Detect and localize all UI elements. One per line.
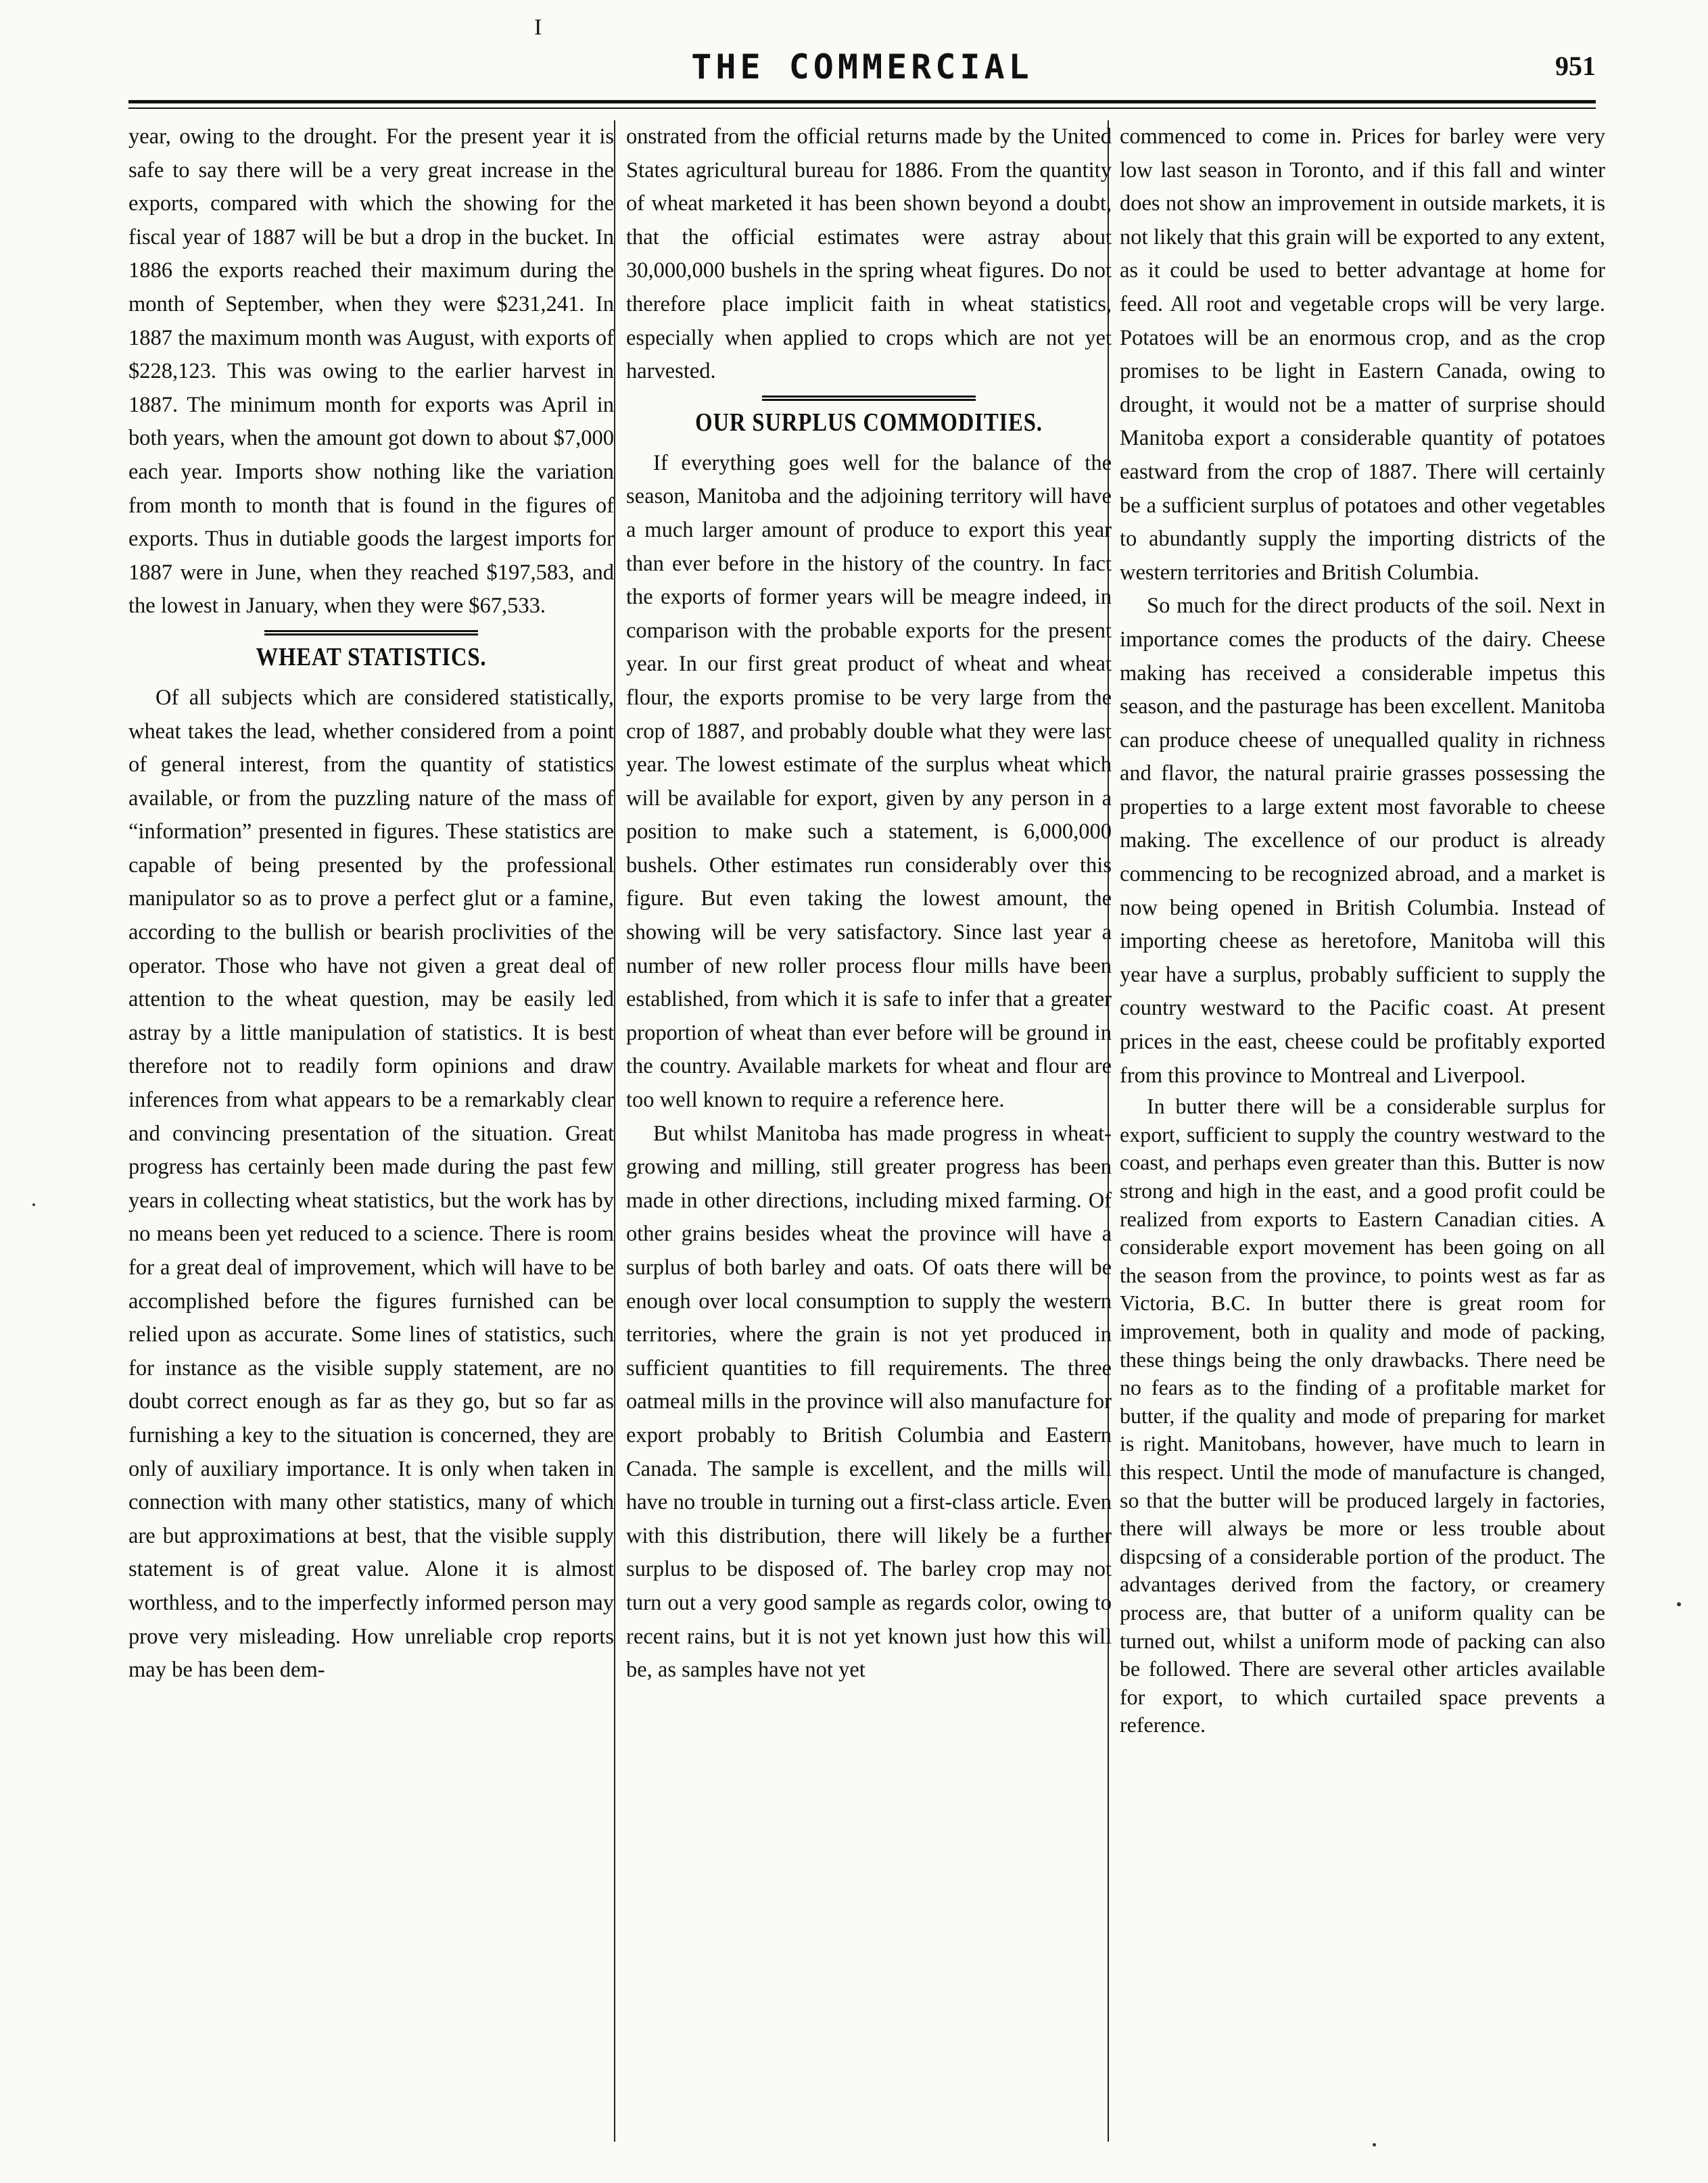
heading-rule (264, 630, 478, 632)
page-header (128, 47, 1596, 95)
section-heading-block (626, 395, 1112, 441)
heading-rule (762, 395, 976, 398)
dense-text-block (1120, 1093, 1605, 1740)
article-paragraph: But whilst Manitoba has made progress in wheat-growing and milling, still greater progress has been made in other directions, including mixed farming. Of other grains besides wheat the province will have a surplus of both barley and oats. Of oats there will be enough over local consumption to supply the western territories, where the grain is not yet produced in sufficient quantities to fill requirements. The three oatmeal mills in the province will also manufacture for export probably to British Columbia and Eastern Canada. The sample is excellent, and the mills will have no trouble in turning out a first-class article. Even with this distribution, there will likely be a further surplus to be disposed of. The barley crop may not turn out a very good sample as regards color, owing to recent rains, but it is not yet known just how this will be, as samples have not yet (626, 1121, 1112, 1683)
article-paragraph: So much for the direct products of the soil. Next in importance comes the products of the dairy. Cheese making has received a considerable impetus this season, and the pasturage has been excellent. Manitoba can produce cheese of unequalled quality in richness and flavor, the natural prairie grasses possessing the properties to a large extent most favorable to cheese making. The excellence of our product is already commencing to be recognized abroad, and a market is now being opened in British Columbia. Instead of importing cheese as heretofore, Manitoba will this year have a surplus, probably sufficient to supply the country westward to the Pacific coast. At present prices in the east, cheese could be profitably exported from this province to Montreal and Liverpool. (1120, 594, 1605, 1088)
section-heading-block (128, 630, 614, 676)
article-paragraph: If everything goes well for the balance of the season, Manitoba and the adjoining territory will have a much larger amount of produce to export this year than ever before in the history of the country. In fact the exports of former years will be meagre indeed, in comparison with the probable exports for the present year. In our first great product of wheat and wheat flour, the exports promise to be very large from the crop of 1887, and probably double what they were last year. The lowest estimate of the surplus wheat which will be available for export, given by any person in a position to make such a statement, is 6,000,000 bushels. Other estimates run considerably over this figure. But even taking the lowest amount, the showing will be very satisfactory. Since last year a number of new roller process flour mills have been established, from which it is safe to infer that a greater proportion of wheat than ever before will be ground in the country. Available markets for wheat and flour are too well known to require a reference here. (626, 450, 1112, 1113)
heading-rule (264, 633, 478, 635)
page-number: 951 (1555, 51, 1596, 81)
column-1 (128, 120, 614, 1687)
article-paragraph: year, owing to the drought. For the present year it is safe to say there will be a very great increase in the exports, compared with which the showing for the fiscal year of 1887 will be but a drop in the bucket. In 1886 the exports reached their maximum during the month of September, when they were $231,241. In 1887 the maximum month was August, with exports of $228,123. This was owing to the earlier harvest in 1887. The minimum month for exports was April in both years, when the amount got down to about $7,000 each year. Imports show nothing like the variation from month to month that is found in the figures of exports. Thus in dutiable goods the largest imports for 1887 were in June, when they reached $197,583, and the lowest in January, when they were $67,533. (128, 124, 614, 619)
section-heading-surplus-commodities: OUR SURPLUS COMMODITIES. (695, 408, 1043, 437)
column-3 (1120, 120, 1605, 1740)
article-paragraph: In butter there will be a considerable surplus for export, sufficient to supply the country westward to the coast, and perhaps even greater than this. Butter is now strong and high in the east, and a good profit could be realized from exports to Eastern Canadian cities. A considerable export movement has been going on all the season from the province, to points west as far as Victoria, B.C. In butter there is great room for improvement, both in quality and mode of packing, these things being the only drawbacks. There need be no fears as to the finding of a profitable market for butter, if the quality and mode of preparing for market is right. Manitobans, however, have much to learn in this respect. Until the mode of manufacture is changed, so that the butter will be produced largely in factories, there will always be more or less trouble about dispcsing of a considerable portion of the product. The advantages derived from the factory, or creamery process are, that butter of a uniform quality can be turned out, whilst a uniform mode of packing can also be followed. There are several other articles available for export, to which curtailed space prevents a reference. (1120, 1094, 1605, 1737)
article-paragraph: commenced to come in. Prices for barley were very low last season in Toronto, and if this fall and winter does not show an improvement in outside markets, it is not likely that this grain will be exported to any extent, as it could be used to better advantage at home for feed. All root and vegetable crops will be very large. Potatoes will be an enormous crop, and as the crop promises to be light in Eastern Canada, owing to drought, it would not be a matter of surprise should Manitoba export a considerable quantity of potatoes eastward from the crop of 1887. There will certainly be a sufficient surplus of potatoes and other vegetables to abundantly supply the importing districts of the western territories and British Columbia. (1120, 124, 1605, 585)
header-rule-thin (128, 107, 1596, 109)
stray-print-mark: I (534, 15, 542, 40)
article-paragraph: onstrated from the official returns made by the United States agricultural bureau for 1886. From the quantity of wheat marketed it has been shown beyond a doubt, that the official estimates were astray about 30,000,000 bushels in the spring wheat figures. Do not therefore place implicit faith in wheat statistics, especially when applied to crops which are not yet harvested. (626, 124, 1112, 384)
heading-rule (762, 399, 976, 401)
newspaper-title: THE COMMERCIAL (691, 47, 1033, 87)
column-divider (614, 120, 615, 2142)
section-heading-wheat-statistics: WHEAT STATISTICS. (256, 642, 487, 671)
print-speck (1677, 1602, 1681, 1606)
print-speck (1373, 2143, 1376, 2146)
column-2 (626, 120, 1112, 1687)
header-rule-thick (128, 100, 1596, 103)
print-speck (32, 1203, 35, 1206)
article-paragraph: Of all subjects which are considered statistically, wheat takes the lead, whether considered from a point of general interest, from the quantity of statistics available, or from the puzzling nature of the mass of “information” presented in figures. These statistics are capable of being presented by the professional manipulator so as to prove a perfect glut or a famine, according to the bullish or bearish proclivities of the operator. Those who have not given a great deal of attention to the wheat question, may be easily led astray by a little manipulation of statistics. It is best therefore not to readily form opinions and draw inferences from what appears to be a remarkably clear and convincing presentation of the situation. Great progress has certainly been made during the past few years in collecting wheat statistics, but the work has by no means been yet reduced to a science. There is room for a great deal of improvement, which will have to be accomplished before the figures furnished can be relied upon as accurate. Some lines of statistics, such for instance as the visible supply statement, are no doubt correct enough as far as they go, but so far as furnishing a key to the situation is concerned, they are only of auxiliary importance. It is only when taken in connection with many other statistics, many of which are but approximations at best, that the visible supply statement is of great value. Alone it is almost worthless, and to the imperfectly informed person may prove very misleading. How unreliable crop reports may be has been dem- (128, 685, 614, 1683)
